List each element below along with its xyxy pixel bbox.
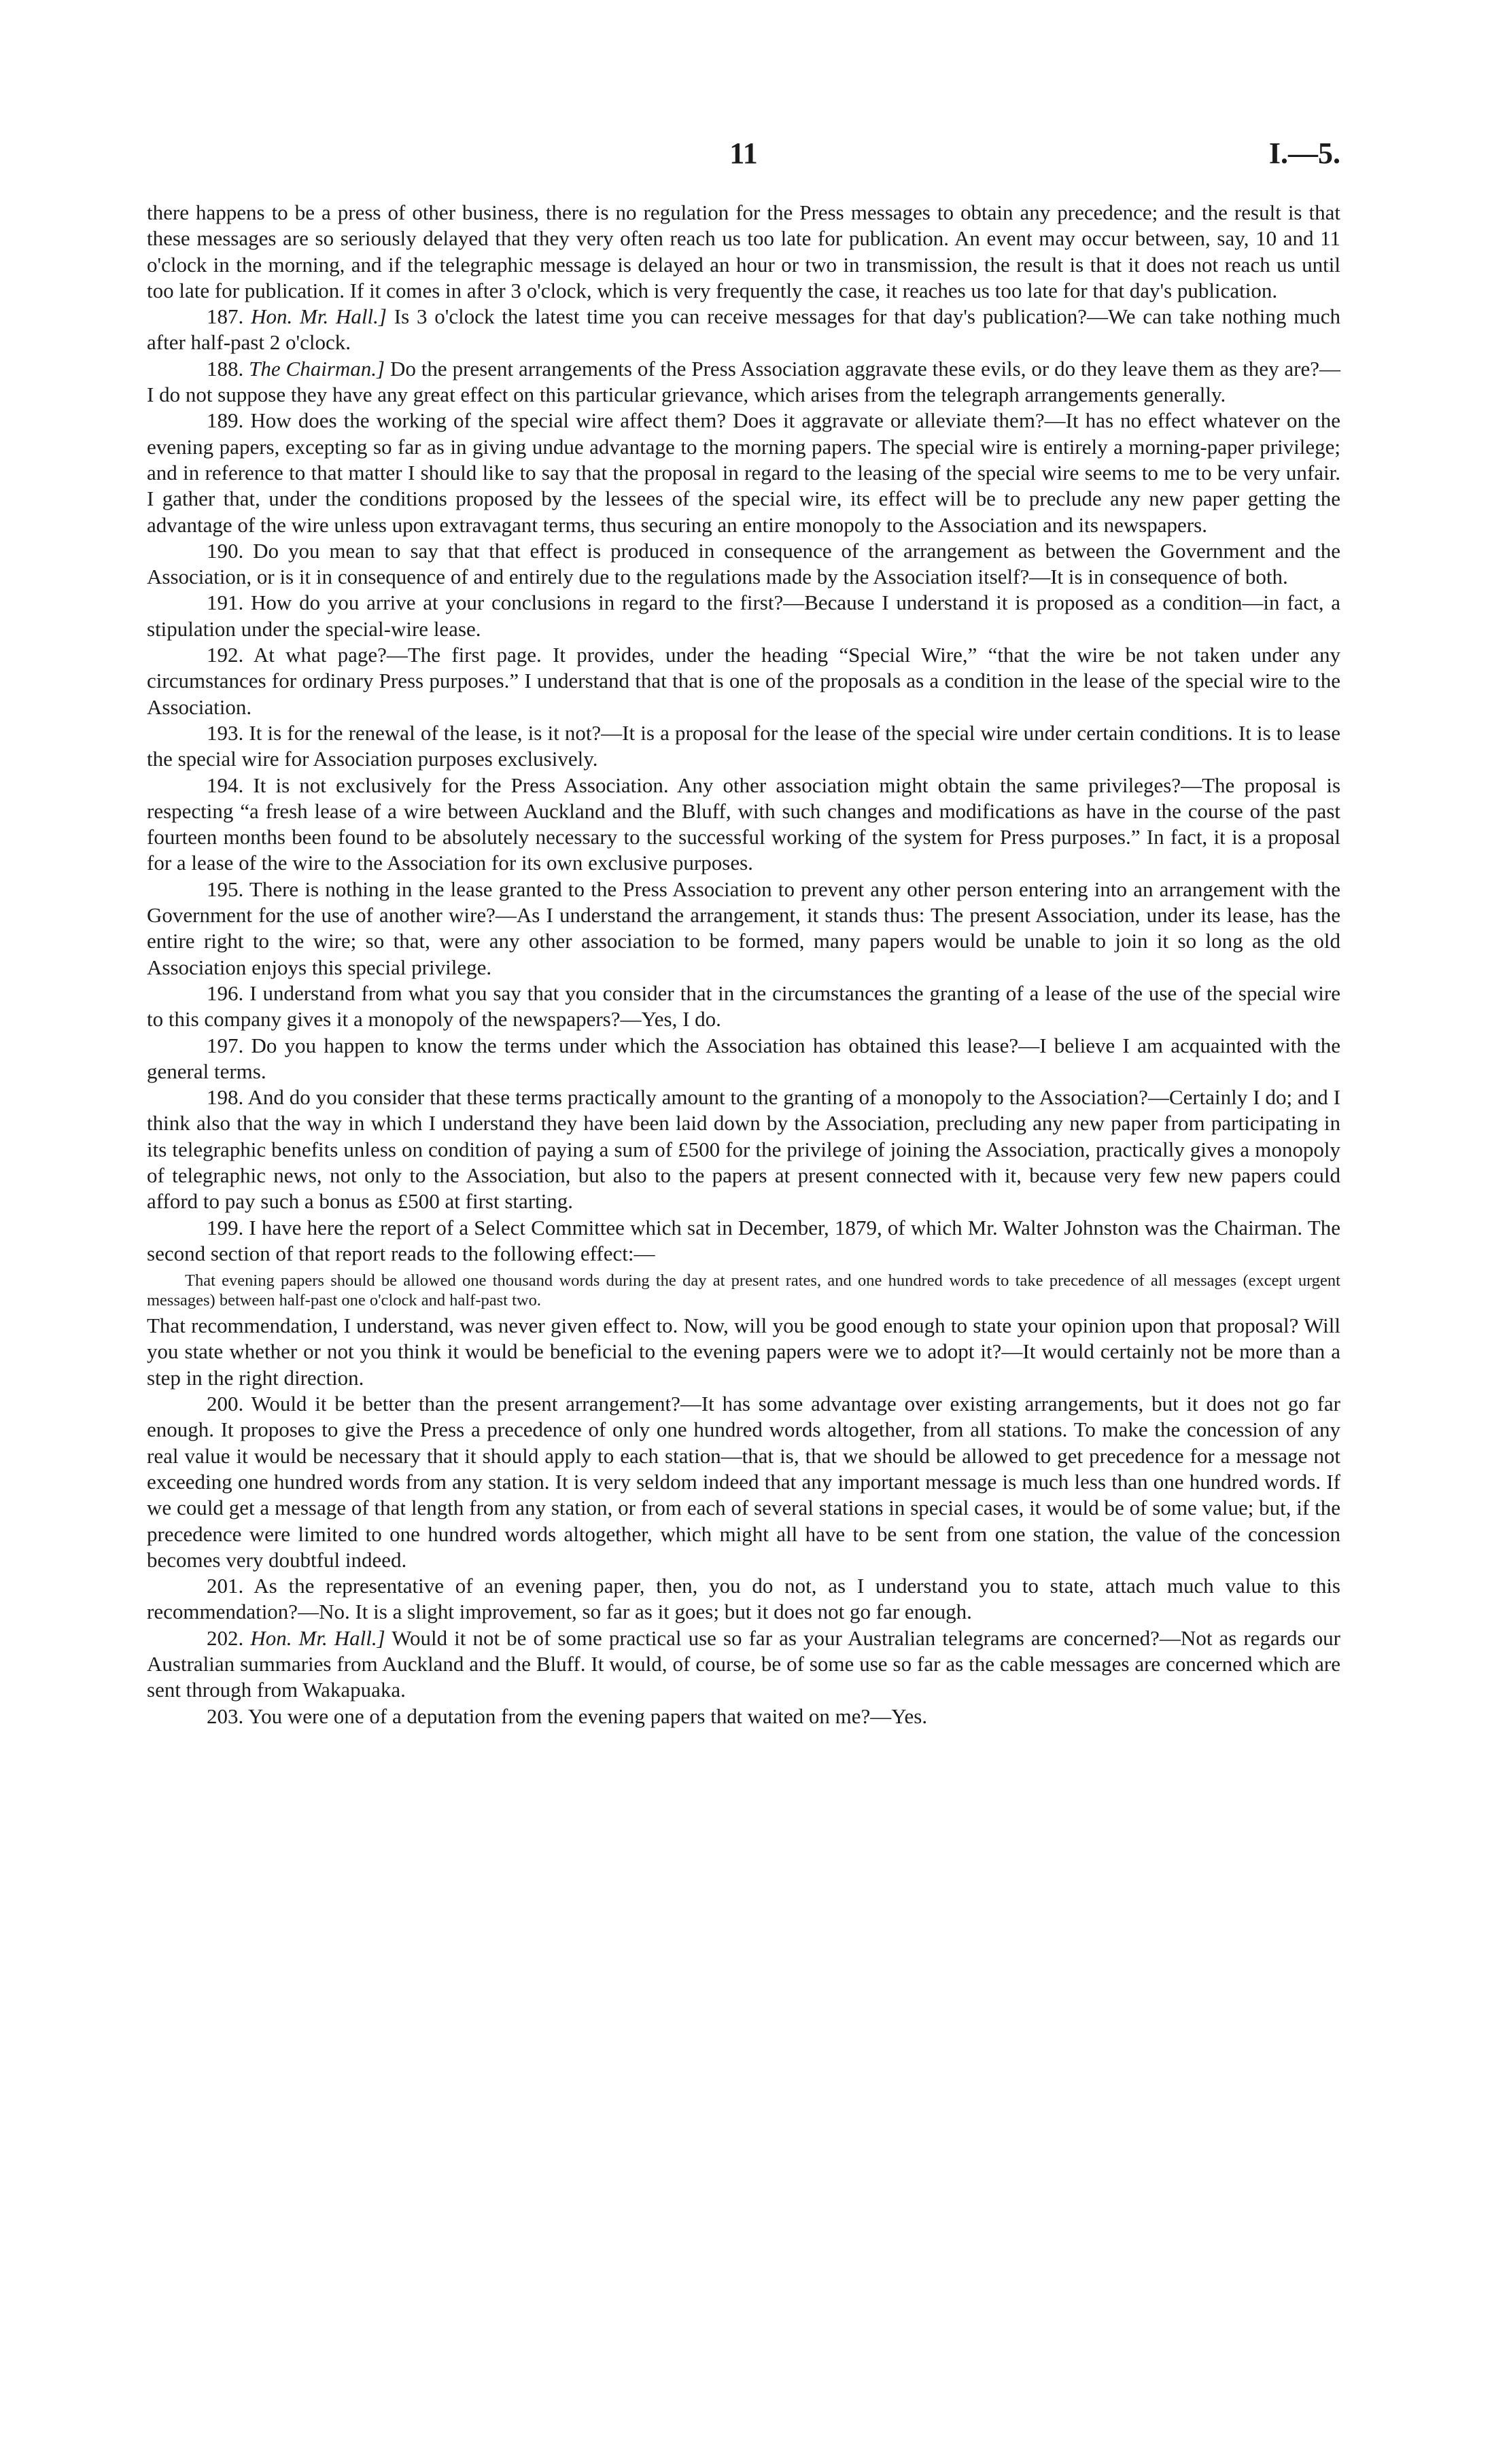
paragraph-text: As the representative of an evening paper, then, you do not, as I understand you to state, attach much value to this recommendation?—No. It is a slight improvement, so far as it goes; but it does not go far enough.	[147, 1574, 1340, 1624]
question-number: 193.	[207, 720, 244, 745]
paragraph-text: I understand from what you say that you consider that in the circumstances the granting of a lease of the use of the special wire to this company gives it a monopoly of the newspapers?—Yes, I do.	[147, 981, 1341, 1032]
question-199	[147, 1215, 1340, 1267]
paragraph-text: How do you arrive at your conclusions in regard to the first?—Because I understand it is proposed as a condition—in fact, a stipulation under the special-wire lease.	[147, 591, 1341, 641]
question-number: 201.	[207, 1574, 244, 1598]
question-201	[147, 1573, 1340, 1625]
question-number: 202.	[207, 1625, 244, 1650]
page-header	[147, 136, 1340, 177]
paragraph-text: You were one of a deputation from the evening papers that waited on me?—Yes.	[247, 1704, 928, 1728]
paragraph-text: That evening papers should be allowed one thousand words during the day at present rates, and one hundred words to take precedence of all messages (except urgent messages) between half-past one o'clock and half-past two.	[147, 1271, 1340, 1310]
question-number: 194.	[207, 773, 244, 797]
question-number: 189.	[207, 408, 244, 433]
paragraph-text: Do you mean to say that that effect is produced in consequence of the arrangement as between the Government and the Association, or is it in consequence of and entirely due to the regulations made by the Association itself?—It is in consequence of both.	[147, 538, 1341, 589]
paragraph-text: Is 3 o'clock the latest time you can receive messages for that day's publication?—We can take nothing much after half-past 2 o'clock.	[147, 304, 1341, 355]
quoted-report-excerpt	[147, 1271, 1340, 1310]
question-200	[147, 1391, 1340, 1573]
question-192	[147, 642, 1340, 720]
paragraph-text: At what page?—The first page. It provides, under the heading “Special Wire,” “that the wire be not taken under any circumstances for ordinary Press purposes.” I understand that that is one of the proposals as a condition in the lease of the special wire to the Association.	[147, 643, 1340, 719]
paragraph-text: there happens to be a press of other business, there is no regulation for the Press messages to obtain any precedence; and the result is that these messages are so seriously delayed that they very often reach us too late for publication. An event may occur between, say, 10 and 11 o'clock in the morning, and if the telegraphic message is delayed an hour or two in transmission, the result is that it does not reach us until too late for publication. If it comes in after 3 o'clock, which is very frequently the case, it reaches us too late for that day's publication.	[147, 200, 1340, 302]
paragraph-text: How does the working of the special wire affect them? Does it aggravate or alleviate them?—It has no effect whatever on the evening papers, excepting so far as in giving undue advantage to the morning papers. The special wire is entirely a morning-paper privilege; and in reference to that matter I should like to say that the proposal in regard to the leasing of the special wire seems to me to be very unfair. I gather that, under the conditions proposed by the lessees of the special wire, its effect will be to preclude any new paper getting the advantage of the wire unless upon extravagant terms, thus securing an entire monopoly to the Association and its newspapers.	[147, 408, 1340, 537]
question-198	[147, 1085, 1340, 1214]
paragraph-text: Would it be better than the present arrangement?—It has some advantage over existing arrangements, but it does not go far enough. It proposes to give the Press a precedence of only one hundred words altogether, from all stations. To make the concession of any real value it would be necessary that it should apply to each station—that is, that we should be allowed to get precedence for a message not exceeding one hundred words from any station. It is very seldom indeed that any important message is much less than one hundred words. If we could get a message of that length from any station, or from each of several stations in special cases, it would be of some value; but, if the precedence were limited to one hundred words altogether, which might all have to be sent from one station, the value of the concession becomes very doubtful indeed.	[147, 1392, 1340, 1572]
page-number: 11	[729, 137, 758, 170]
question-196	[147, 981, 1340, 1033]
document-reference: I.—5.	[1268, 137, 1340, 170]
question-number: 192.	[207, 643, 244, 667]
question-number: 199.	[207, 1215, 244, 1239]
question-191	[147, 590, 1340, 642]
question-194	[147, 773, 1340, 877]
paragraph-text: Do the present arrangements of the Press Association aggravate these evils, or do they leave them as they are?—I do not suppose they have any great effect on this particular grievance, which arises from the telegraph arrangements generally.	[147, 356, 1341, 407]
question-number: 191.	[207, 591, 244, 615]
question-number: 188.	[207, 356, 244, 381]
paragraph-text: I have here the report of a Select Committee which sat in December, 1879, of which Mr. Walter Johnston was the Chairman. The second section of that report reads to the following effect:—	[147, 1215, 1340, 1265]
paragraph-text: It is for the renewal of the lease, is it not?—It is a proposal for the lease of the special wire under certain conditions. It is to lease the special wire for Association purposes exclusively.	[147, 720, 1340, 771]
question-193	[147, 720, 1340, 773]
speaker-name: The Chairman.]	[249, 356, 385, 381]
question-188	[147, 356, 1340, 408]
paragraph-text: There is nothing in the lease granted to the Press Association to prevent any other person entering into an arrangement with the Government for the use of another wire?—As I understand the arrangement, it stands thus: The present Association, under its lease, has the entire right to the wire; so that, were any other association to be formed, many papers would be unable to join it so long as the old Association enjoys this special privilege.	[147, 877, 1340, 979]
question-189	[147, 408, 1340, 538]
paragraph-continued-from-previous-page	[147, 200, 1340, 304]
paragraph-text: Do you happen to know the terms under which the Association has obtained this lease?—I believe I am acquainted with the general terms.	[147, 1033, 1341, 1083]
question-number: 196.	[207, 981, 244, 1005]
question-197	[147, 1033, 1340, 1085]
question-203	[147, 1704, 1340, 1729]
question-202	[147, 1625, 1340, 1704]
paragraph-text: Would it not be of some practical use so far as your Australian telegrams are concerned?—Not as regards our Australian summaries from Auckland and the Bluff. It would, of course, be of some use so far as the cable messages are concerned which are sent through from Wakapuaka.	[147, 1625, 1340, 1702]
question-187	[147, 304, 1340, 356]
question-190	[147, 538, 1340, 591]
question-number: 200.	[207, 1392, 244, 1416]
speaker-name: Hon. Mr. Hall.]	[250, 1625, 385, 1650]
paragraph-text: That recommendation, I understand, was never given effect to. Now, will you be good enough to state your opinion upon that proposal? Will you state whether or not you think it would be beneficial to the evening papers were we to adopt it?—It would certainly not be more than a step in the right direction.	[147, 1314, 1340, 1390]
document-body	[147, 200, 1340, 1729]
question-number: 187.	[207, 304, 244, 329]
question-195	[147, 877, 1340, 981]
paragraph-text: It is not exclusively for the Press Association. Any other association might obtain the same privileges?—The proposal is respecting “a fresh lease of a wire between Auckland and the Bluff, with such changes and modifications as have in the course of the past fourteen months been found to be absolutely necessary to the successful working of the system for Press purposes.” In fact, it is a proposal for a lease of the wire to the Association for its own exclusive purposes.	[147, 773, 1341, 875]
question-number: 190.	[207, 538, 244, 563]
question-number: 197.	[207, 1033, 244, 1057]
question-number: 195.	[207, 877, 244, 901]
speaker-name: Hon. Mr. Hall.]	[251, 304, 387, 329]
question-number: 198.	[207, 1085, 244, 1110]
paragraph-text: And do you consider that these terms practically amount to the granting of a monopoly to the Association?—Certainly I do; and I think also that the way in which I understand they have been laid down by the Association, precluding any new paper from participating in its telegraphic benefits unless on condition of paying a sum of £500 for the privilege of joining the Association, practically gives a monopoly of telegraphic news, not only to the Association, but also to the papers at present connected with it, because very few new papers could afford to pay such a bonus as £500 at first starting.	[147, 1085, 1340, 1214]
question-number: 203.	[207, 1704, 244, 1728]
paragraph-continuation	[147, 1313, 1340, 1391]
